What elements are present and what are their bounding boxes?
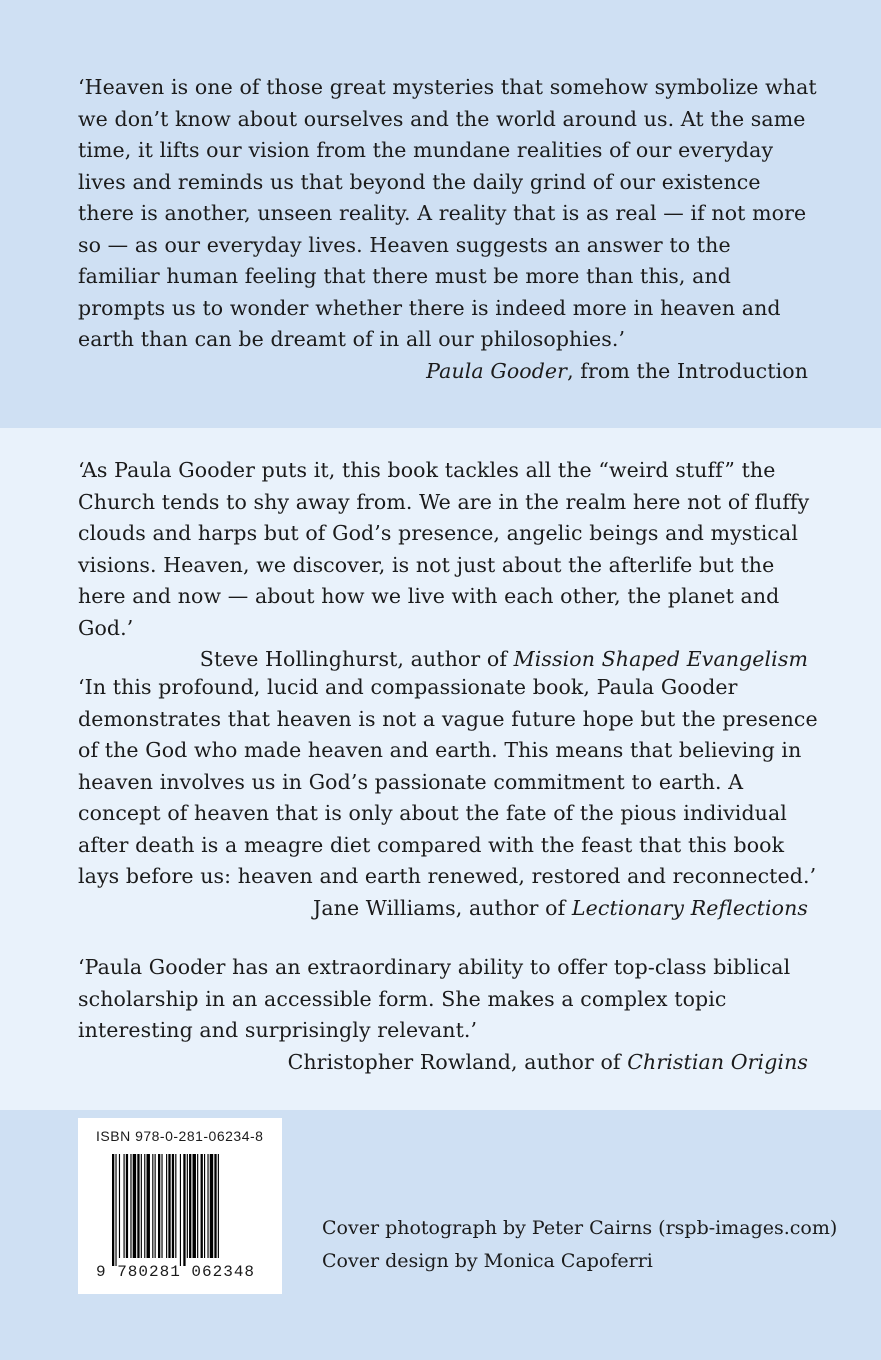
barcode-digits: 9 780281 062348	[96, 1263, 256, 1281]
barcode-bar	[214, 1154, 216, 1258]
photo-credit: Cover photograph by Peter Cairns (rspb-images.com)	[322, 1217, 838, 1239]
book-title: Mission Shaped Evangelism	[513, 647, 808, 671]
book-title: Lectionary Reflections	[571, 895, 808, 920]
cover-credits	[322, 1212, 837, 1278]
barcode-bar	[133, 1154, 136, 1258]
author-name: Jane Williams, author of	[313, 895, 572, 920]
barcode-bar	[172, 1154, 174, 1258]
barcode-bar	[124, 1154, 125, 1258]
quote-text: ‘As Paula Gooder puts it, this book tackles all the “weird stuff” the Church tends to shy away from. We are in the realm here not of fluffy clouds and harps but of God’s presence, angelic beings and mystical visions. Heaven, we discover, is not just about the afterlife but the here and now — about how we live with each other, the planet and God.’	[78, 458, 810, 640]
endorsement-rowland	[78, 952, 818, 1078]
barcode-bar	[119, 1154, 120, 1258]
barcode-bar	[161, 1154, 162, 1258]
barcode-bar	[137, 1154, 139, 1258]
barcode-bar	[193, 1154, 196, 1258]
barcode-bar	[155, 1154, 156, 1258]
barcode-bar	[144, 1154, 145, 1258]
barcode-bar	[187, 1154, 188, 1258]
quote-text: ‘Paula Gooder has an extraordinary ability to offer top-class biblical scholarship in an accessible form. She makes a complex topic interesting and surprisingly relevant.’	[78, 955, 791, 1042]
quote-attribution	[78, 356, 818, 388]
barcode-bar	[180, 1154, 181, 1266]
barcode-bar	[175, 1154, 176, 1258]
barcode-bar	[201, 1154, 203, 1258]
author-name: Paula Gooder	[426, 358, 568, 383]
barcode-bar	[166, 1154, 167, 1258]
barcode-bar	[152, 1154, 153, 1258]
barcode-bar	[218, 1154, 219, 1258]
barcode-bar	[130, 1154, 131, 1258]
quote-text: ‘In this profound, lucid and compassionate book, Paula Gooder demonstrates that heaven is not a vague future hope but the presence of the God who made heaven and earth. This means that believing in heaven involves us in God’s passionate commitment to earth. A concept of heaven that is only about the fate of the pious individual after death is a meagre diet compared with the feast that this book lays before us: heaven and earth renewed, restored and reconnected.’	[78, 675, 818, 888]
barcode-bar	[183, 1154, 185, 1266]
endorsement-williams	[78, 672, 818, 924]
barcode-icon	[112, 1154, 252, 1266]
barcode-bar	[112, 1154, 114, 1266]
barcode-bar	[141, 1154, 142, 1258]
quote-attribution	[78, 644, 818, 676]
barcode-bar	[204, 1154, 205, 1258]
barcode-bar	[115, 1154, 116, 1266]
barcode-bar	[126, 1154, 128, 1258]
author-name: Steve Hollinghurst, author of	[199, 647, 514, 671]
barcode-bar	[168, 1154, 170, 1258]
author-name: Christopher Rowland, author of	[287, 1049, 628, 1074]
isbn-label: ISBN 978-0-281-06234-8	[96, 1128, 264, 1144]
barcode-bar	[207, 1154, 208, 1258]
quote-text: ‘Heaven is one of those great mysteries that somehow symbolize what we don’t know about ourselves and the world around us. At the same time, it lifts our vision from the mundane realities of our everyday lives and reminds us that beyond the daily grind of our existence there is another, unseen reality. A reality that is as real — if not more so — as our everyday lives. Heaven suggests an answer to the familiar human feeling that there must be more than this, and prompts us to wonder whether there is indeed more in heaven and earth than can be dreamt of in all our philosophies.’	[78, 75, 817, 351]
barcode-bar	[189, 1154, 191, 1258]
author-suffix: , from the Introduction	[567, 358, 808, 383]
design-credit: Cover design by Monica Capoferri	[322, 1250, 653, 1272]
barcode-bar	[147, 1154, 150, 1258]
barcode-bar	[210, 1154, 213, 1258]
endorsement-hollinghurst	[78, 455, 818, 676]
quote-attribution	[78, 1047, 818, 1079]
barcode-bar	[158, 1154, 160, 1258]
quote-attribution	[78, 893, 818, 925]
barcode-bar	[197, 1154, 198, 1258]
book-title: Christian Origins	[627, 1049, 808, 1074]
intro-quote	[78, 72, 818, 387]
barcode-box	[78, 1118, 282, 1294]
